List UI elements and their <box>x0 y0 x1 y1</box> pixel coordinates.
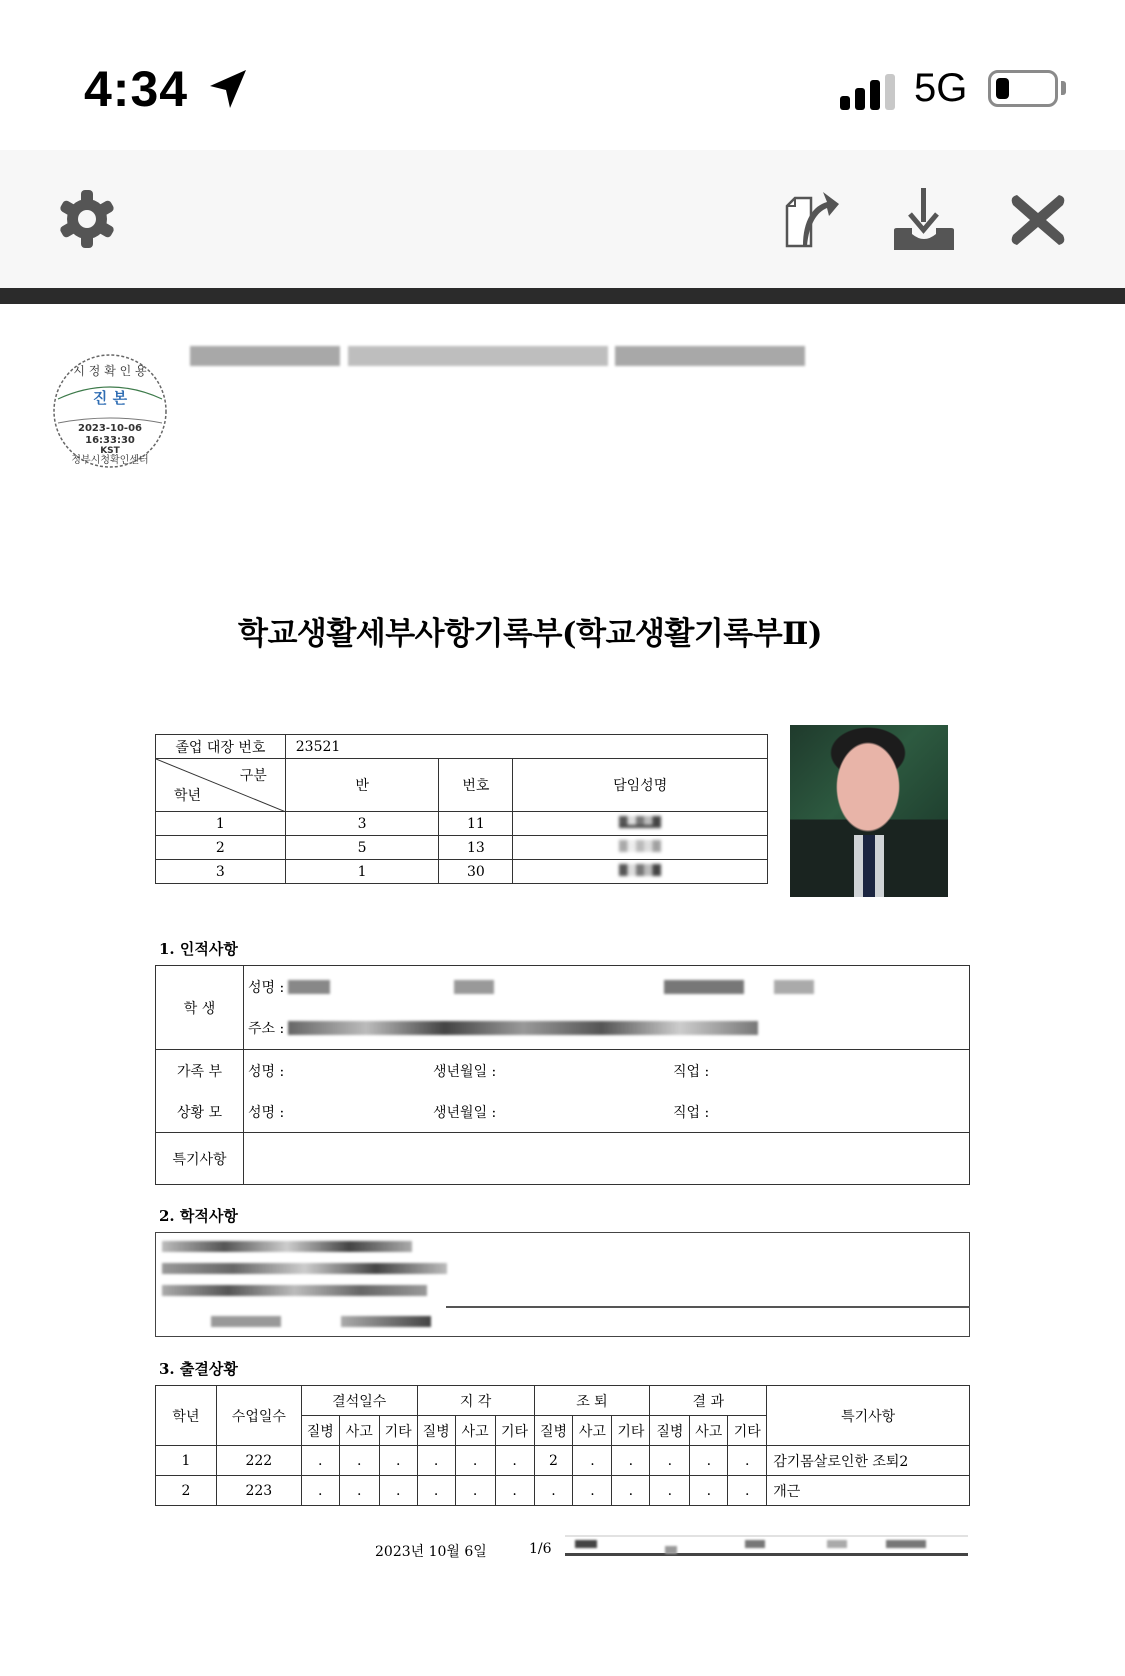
teacher-name-redacted <box>513 812 768 836</box>
special-notes-value <box>244 1133 970 1185</box>
graduation-number: 23521 <box>285 735 767 759</box>
share-icon[interactable] <box>783 188 841 250</box>
status-bar <box>0 0 1125 150</box>
graduation-number-label: 졸업 대장 번호 <box>156 735 286 759</box>
class-info-table <box>155 734 768 884</box>
signature-redacted <box>827 1540 847 1548</box>
close-icon[interactable] <box>1009 191 1067 249</box>
svg-text:진 본: 진 본 <box>92 389 128 407</box>
table-row: 3 1 30 <box>156 860 768 884</box>
signature-line <box>565 1553 968 1556</box>
section-heading-personal: 1. 인적사항 <box>159 940 238 958</box>
special-notes-label: 특기사항 <box>156 1133 244 1185</box>
section-heading-attendance: 3. 출결상황 <box>159 1360 238 1378</box>
svg-text:16:33:30: 16:33:30 <box>85 435 135 446</box>
battery-low-icon <box>988 70 1058 107</box>
section-heading-enrollment: 2. 학적사항 <box>159 1207 238 1225</box>
toolbar-divider <box>0 288 1125 304</box>
svg-text:시 정 확 인 용: 시 정 확 인 용 <box>73 364 147 378</box>
signature-line-top <box>565 1535 968 1537</box>
header-number: 번호 <box>439 759 513 812</box>
student-photo <box>790 725 948 897</box>
svg-text:정부시청확인센터: 정부시청확인센터 <box>71 455 149 466</box>
signature-redacted <box>575 1540 597 1548</box>
location-arrow-icon <box>208 68 248 110</box>
diagonal-header: 구분 학년 <box>156 759 286 812</box>
table-row: 1 3 11 <box>156 812 768 836</box>
gear-icon[interactable] <box>56 188 118 250</box>
signature-redacted <box>886 1540 926 1548</box>
cellular-signal-icon <box>840 74 900 110</box>
student-label: 학 생 <box>156 966 244 1050</box>
page-indicator: 1/6 <box>529 1541 552 1557</box>
viewer-toolbar <box>0 150 1125 288</box>
enrollment-records-redacted <box>155 1232 970 1337</box>
signature-redacted <box>665 1546 677 1554</box>
table-row: 2 5 13 <box>156 836 768 860</box>
teacher-name-redacted <box>513 860 768 884</box>
svg-text:2023-10-06: 2023-10-06 <box>78 423 142 434</box>
battery-cap <box>1061 81 1066 95</box>
download-icon[interactable] <box>894 188 954 250</box>
network-type: 5G <box>914 66 968 110</box>
header-class: 반 <box>285 759 439 812</box>
authentication-stamp <box>52 353 168 469</box>
attendance-table: 학년 수업일수 결석일수 지 각 조 퇴 결 과 특기사항 질병 사고 기타 질병 사고 기타 질병 사고 기타 질병 사고 기타 1 222 . . . . . . 2 . . . . . 감기몸살로인한 조퇴2 2 223 . . . . . . . . . . . . 개근 <box>155 1385 970 1506</box>
personal-info-table: 학 생 성명 : 주소 : 가족 부 상황 모 성명 : 생년월일 : 직업 : 성명 : 생년월일 : 직업 : 특기사항 <box>155 965 970 1185</box>
header-homeroom-teacher: 담임성명 <box>513 759 768 812</box>
verification-number-redacted <box>190 342 805 370</box>
table-row: 1 222 . . . . . . 2 . . . . . 감기몸살로인한 조퇴2 <box>156 1446 970 1476</box>
family-label: 가족 부 상황 모 <box>156 1050 244 1133</box>
document-title: 학교생활세부사항기록부(학교생활기록부Ⅱ) <box>238 616 822 652</box>
status-time: 4:34 <box>84 61 189 117</box>
table-row: 2 223 . . . . . . . . . . . . 개근 <box>156 1476 970 1506</box>
svg-text:KST: KST <box>100 446 120 456</box>
footer-date: 2023년 10월 6일 <box>375 1544 487 1560</box>
signature-redacted <box>745 1540 765 1548</box>
teacher-name-redacted <box>513 836 768 860</box>
